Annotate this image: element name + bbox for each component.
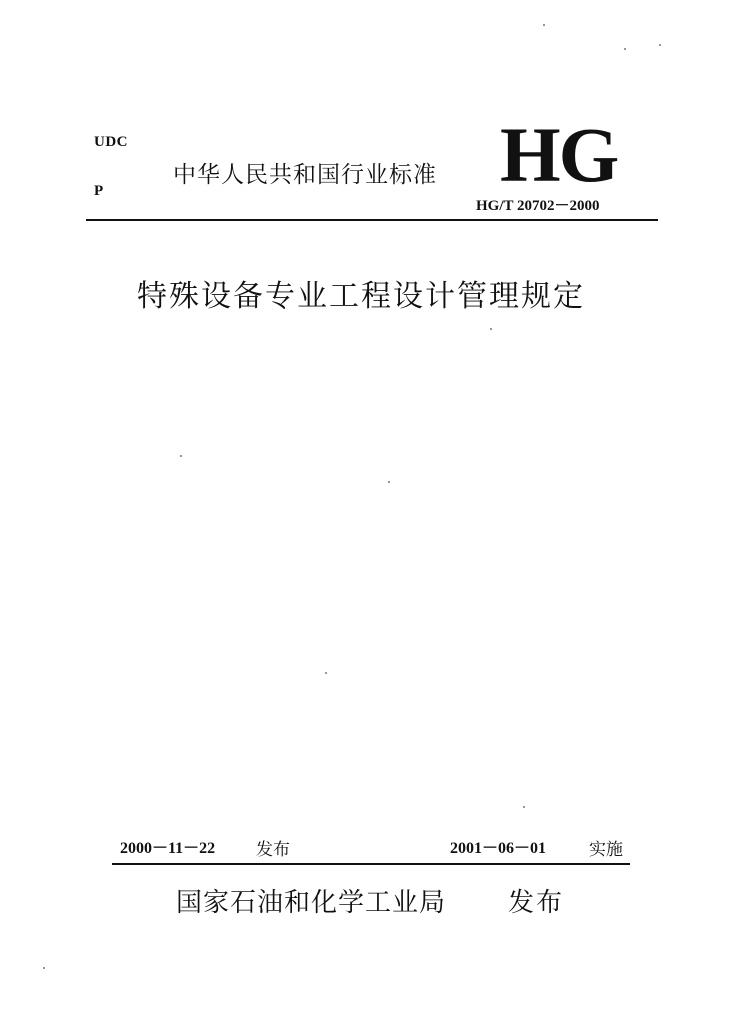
scan-speck	[624, 48, 626, 50]
scan-speck	[388, 481, 390, 483]
issue-label: 发布	[256, 840, 290, 860]
scan-speck	[490, 328, 492, 330]
udc-code-label: UDC	[94, 134, 128, 150]
publisher-action: 发布	[508, 888, 565, 918]
implementation-date: 2001－06－01	[450, 840, 547, 857]
classification-code-label: P	[94, 183, 104, 199]
hg-logo: HG	[500, 111, 618, 198]
scan-speck	[325, 672, 327, 674]
standard-category-title: 中华人民共和国行业标准	[173, 162, 437, 188]
footer-divider	[112, 863, 630, 865]
scan-speck	[180, 455, 182, 457]
scan-speck	[659, 44, 661, 46]
standard-number: HG/T 20702－2000	[476, 198, 600, 214]
header-divider	[86, 219, 658, 221]
issue-date: 2000－11－22	[120, 840, 216, 857]
implementation-label: 实施	[589, 840, 623, 860]
scan-speck	[43, 967, 45, 969]
scan-speck	[543, 24, 545, 26]
scan-speck	[523, 806, 525, 808]
publisher-name: 国家石油和化学工业局	[176, 888, 447, 918]
document-title: 特殊设备专业工程设计管理规定	[137, 279, 585, 314]
